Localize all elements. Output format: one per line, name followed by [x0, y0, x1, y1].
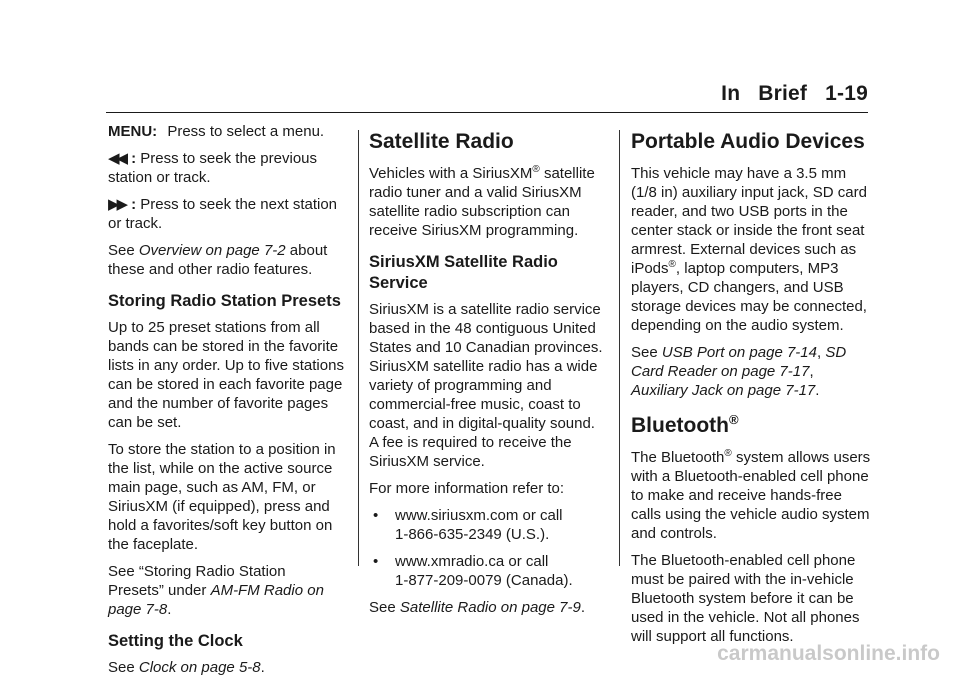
portable-audio-heading: Portable Audio Devices — [631, 130, 865, 153]
list-item — [369, 552, 605, 590]
presets-see-prefix: See “Storing Radio Station Presets” under — [108, 563, 286, 599]
bt-text-b: system allows users with a Bluetooth-enabled cell phone to make and receive hands-free calls using the vehicle audio system and controls. — [631, 449, 871, 542]
registered-mark: ® — [728, 412, 739, 427]
pad-see: See — [631, 344, 658, 361]
bullet-line-1: www.xmradio.ca or call — [395, 553, 549, 570]
menu-paragraph — [108, 122, 344, 141]
header-page-number: 1-19 — [825, 82, 868, 105]
sd-card-ref-link[interactable]: SD Card Reader on page 7-17 — [631, 344, 847, 380]
sat-text-a: Vehicles with a SiriusXM — [369, 165, 533, 182]
satellite-paragraph — [369, 164, 605, 240]
registered-mark: ® — [532, 164, 540, 175]
header-section: In Brief — [721, 82, 808, 105]
column-1 — [108, 122, 344, 685]
bluetooth-paragraph-2: The Bluetooth-enabled cell phone must be paired with the in-vehicle Bluetooth system before it can be used in the vehicle. Not all phones will support all functions. — [631, 552, 860, 645]
aux-jack-ref-link[interactable]: Auxiliary Jack on page 7-17 — [631, 382, 816, 399]
icon-colon: : — [131, 196, 137, 213]
clock-ref-link[interactable]: Clock on page 5-8 — [138, 659, 261, 676]
bullet-icon: • — [373, 553, 379, 570]
portable-audio-see-paragraph: See USB Port on page 7-14, SD Card Reader on page 7-17, Auxiliary Jack on page 7-17. — [631, 344, 847, 399]
column-2 — [369, 122, 605, 625]
overview-ref-link[interactable]: Overview on page 7-2 — [138, 242, 286, 259]
presets-paragraph-3: See “Storing Radio Station Presets” under AM-FM Radio on page 7-8. — [108, 563, 324, 618]
siriusxm-paragraph-2: For more information refer to: — [369, 480, 565, 497]
column-3 — [631, 122, 871, 654]
list-item — [369, 506, 605, 544]
clock-paragraph: See Clock on page 5-8. — [108, 659, 265, 676]
pad-text-a: This vehicle may have a 3.5 mm (1/8 in) auxiliary input jack, SD card reader, and two USB ports in the center stack or inside the front seat armrest. External devices such as iPods — [631, 165, 867, 277]
clock-see: See — [108, 659, 135, 676]
presets-paragraph-1: Up to 25 preset stations from all bands can be stored in the favorite lists in any order. Up to five stations can be stored in each favorite page and the number of favorite pages can be set. — [108, 319, 344, 431]
presets-heading: Storing Radio Station Presets — [108, 292, 341, 310]
bullet-line-1: www.siriusxm.com or call — [395, 507, 563, 524]
seek-next-paragraph — [108, 195, 344, 233]
bullet-line-2: 1-877-209-0079 (Canada). — [395, 572, 573, 589]
header-rule — [106, 112, 868, 113]
sat-see-prefix: See — [369, 599, 396, 616]
registered-mark: ® — [724, 448, 732, 459]
satellite-see-paragraph: See Satellite Radio on page 7-9. — [369, 599, 586, 616]
seek-next-text: Press to seek the next station or track. — [108, 196, 338, 232]
menu-text: Press to select a menu. — [167, 123, 325, 140]
satellite-radio-heading: Satellite Radio — [369, 130, 514, 153]
icon-colon: : — [131, 150, 137, 167]
seek-prev-paragraph — [108, 149, 344, 187]
presets-paragraph-2: To store the station to a position in the list, while on the active source main page, such as AM, FM, or SiriusXM (if equipped), press and hold a favorites/soft key button on the faceplate. — [108, 441, 336, 553]
see-prefix: See — [108, 242, 135, 259]
seek-prev-text: Press to seek the previous station or track. — [108, 150, 318, 186]
am-fm-ref-link[interactable]: AM-FM Radio on page 7-8 — [108, 582, 324, 618]
seek-next-icon: ▶▶ — [108, 196, 126, 213]
menu-label: MENU: — [108, 123, 158, 140]
siriusxm-paragraph-1: SiriusXM is a satellite radio service based in the 48 contiguous United States and 10 Canadian provinces. SiriusXM satellite radio has a wide variety of programming and commercial-free music, coast to coast, and in digital-quality sound. A fee is required to receive the SiriusXM service. — [369, 301, 603, 470]
column-divider-1 — [358, 130, 359, 566]
sat-text-b: satellite radio tuner and a valid SiriusXM satellite radio subscription can receive SiriusXM programming. — [369, 165, 595, 239]
column-divider-2 — [619, 130, 620, 566]
siriusxm-service-heading: SiriusXM Satellite Radio Service — [369, 253, 558, 292]
portable-audio-paragraph — [631, 164, 871, 335]
page-header — [721, 82, 868, 106]
seek-previous-icon: ◀◀ — [108, 150, 126, 167]
bluetooth-paragraph-1 — [631, 448, 871, 543]
overview-paragraph — [108, 241, 344, 279]
usb-port-ref-link[interactable]: USB Port on page 7-14 — [661, 344, 817, 361]
see-suffix: about these and other radio features. — [108, 242, 328, 278]
registered-mark: ® — [668, 259, 676, 270]
bullet-line-2: 1-866-635-2349 (U.S.). — [395, 526, 550, 543]
bullet-icon: • — [373, 507, 379, 524]
bluetooth-heading-text: Bluetooth — [631, 414, 729, 437]
bt-text-a: The Bluetooth — [631, 449, 725, 466]
clock-heading: Setting the Clock — [108, 632, 243, 650]
satellite-ref-link[interactable]: Satellite Radio on page 7-9 — [399, 599, 581, 616]
pad-text-b: , laptop computers, MP3 players, CD changers, and USB storage devices may be connected, depending on the audio system. — [631, 260, 867, 334]
bluetooth-heading — [631, 414, 871, 438]
watermark: carmanualsonline.info — [717, 642, 940, 665]
